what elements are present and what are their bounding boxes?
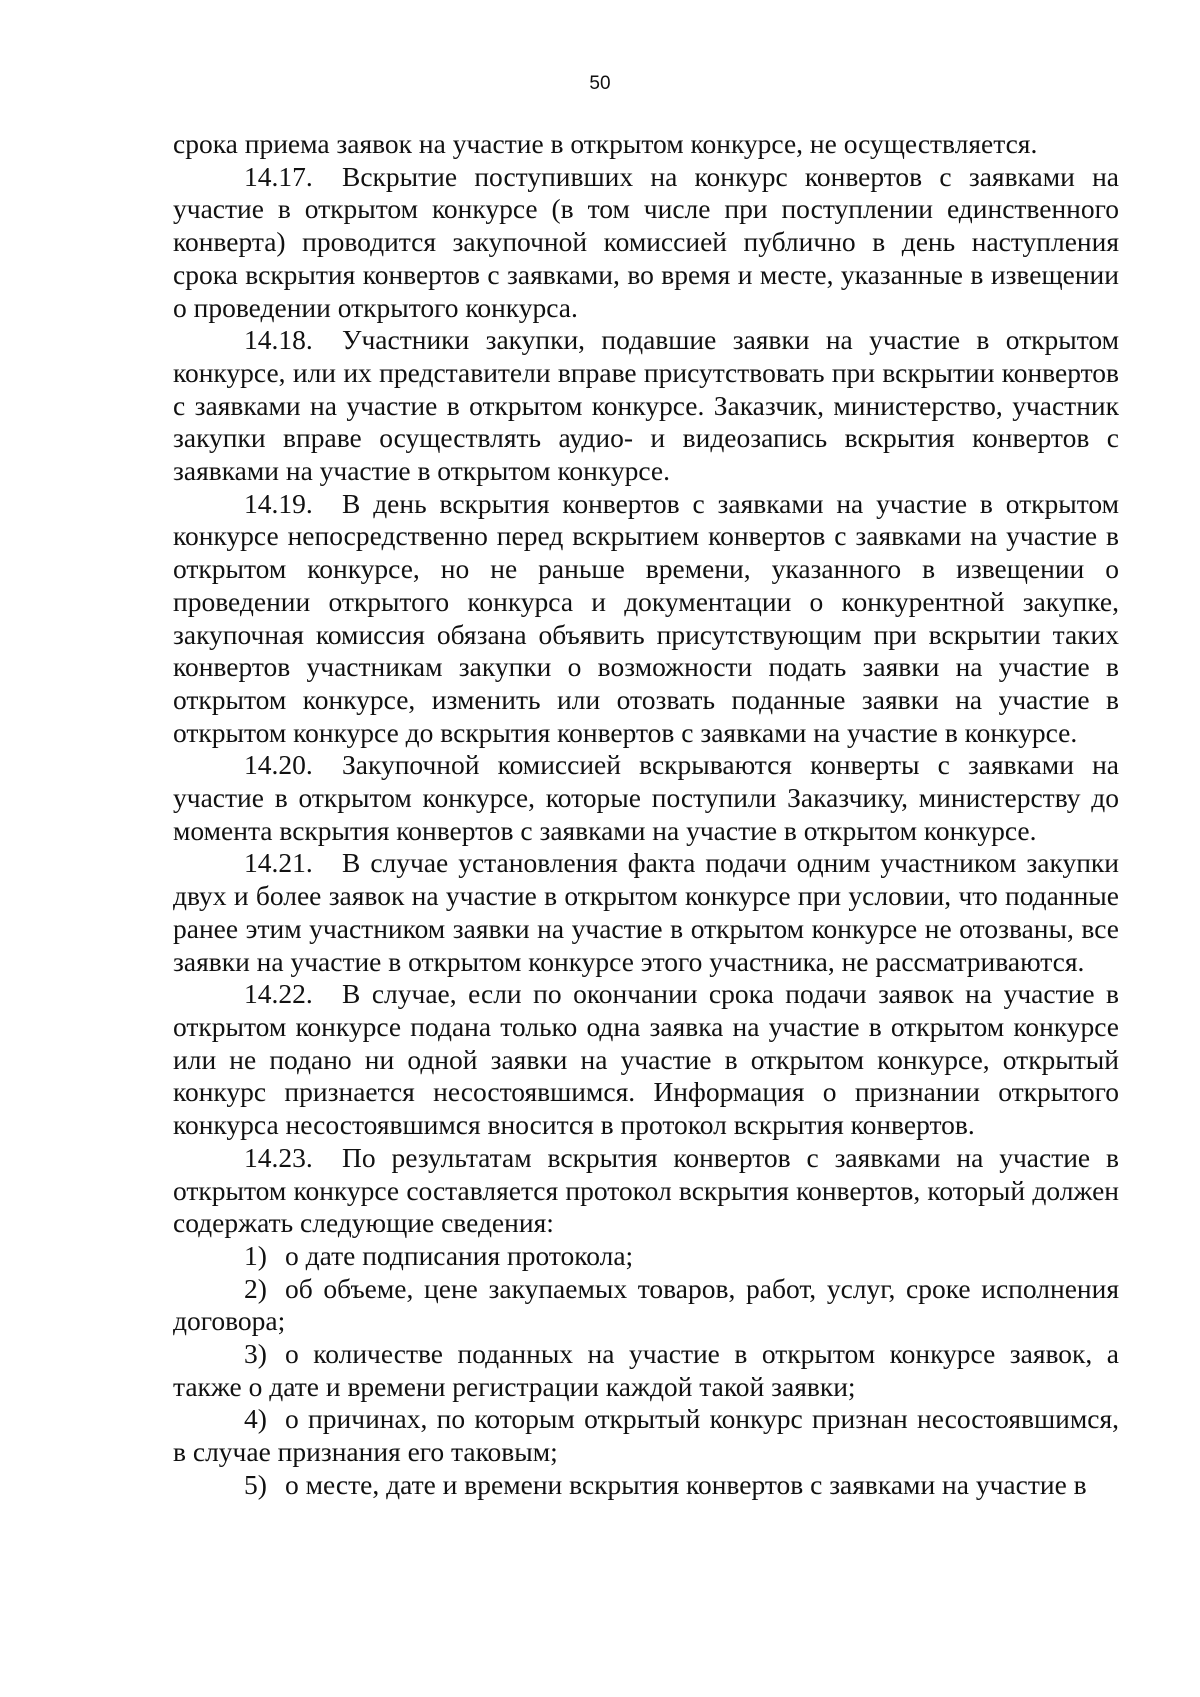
list-item-number: 4)	[244, 1403, 267, 1435]
paragraph-number: 14.17.	[244, 160, 313, 192]
list-item-5	[173, 1469, 1119, 1502]
list-item-text: об объеме, цене закупаемых товаров, работ, услуг, сроке исполнения договора;	[173, 1272, 1119, 1337]
list-item-number: 3)	[244, 1338, 267, 1370]
paragraph-14-21	[173, 847, 1119, 978]
paragraph-text: По результатам вскрытия конвертов с заявками на участие в открытом конкурсе составляется протокол вскрытия конвертов, который должен содержать следующие сведения:	[173, 1141, 1119, 1239]
list-item-number: 1)	[244, 1239, 267, 1271]
paragraph-text: срока приема заявок на участие в открытом конкурсе, не осуществляется.	[173, 128, 1038, 159]
list-item-number: 5)	[244, 1468, 267, 1500]
list-item-number: 2)	[244, 1272, 267, 1304]
paragraph-14-19	[173, 488, 1119, 750]
list-item-2	[173, 1273, 1119, 1338]
paragraph-text: Вскрытие поступивших на конкурс конвертов с заявками на участие в открытом конкурсе (в том числе при поступлении единственного конверта) проводится закупочной комиссией публично в день наступления срока вскрытия конвертов с заявками, во время и месте, указанные в извещении о проведении открытого конкурса.	[173, 160, 1119, 323]
list-item-text: о количестве поданных на участие в открытом конкурсе заявок, а также о дате и времени регистрации каждой такой заявки;	[173, 1338, 1119, 1402]
paragraph-14-23	[173, 1142, 1119, 1240]
document-body	[173, 128, 1119, 1502]
paragraph-14-17	[173, 161, 1119, 325]
paragraph-14-20	[173, 749, 1119, 847]
paragraph-number: 14.23.	[244, 1141, 313, 1173]
paragraph-number: 14.18.	[244, 324, 313, 356]
list-item-1	[173, 1240, 1119, 1273]
paragraph-number: 14.20.	[244, 749, 313, 781]
paragraph-text: Закупочной комиссией вскрываются конверты с заявками на участие в открытом конкурсе, которые поступили Заказчику, министерству до момента вскрытия конвертов с заявками на участие в открытом конкурсе.	[173, 749, 1119, 846]
list-item-text: о месте, дате и времени вскрытия конвертов с заявками на участие в	[285, 1468, 1087, 1500]
page-number: 50	[589, 73, 611, 94]
paragraph-text: В случае, если по окончании срока подачи заявок на участие в открытом конкурсе подана только одна заявка на участие в открытом конкурсе или не подано ни одной заявки на участие в открытом конкурсе, открытый конкурс признается несостоявшимся. Информация о признании открытого конкурса несостоявшимся вносится в протокол вскрытия конвертов.	[173, 978, 1119, 1141]
paragraph-14-18	[173, 324, 1119, 488]
paragraph-text: Участники закупки, подавшие заявки на участие в открытом конкурсе, или их представители вправе присутствовать при вскрытии конвертов с заявками на участие в открытом конкурсе. Заказчик, министерство, участник закупки вправе осуществлять аудио- и видеозапись вскрытия конвертов с заявками на участие в открытом конкурсе.	[173, 324, 1119, 487]
paragraph-14-22	[173, 978, 1119, 1142]
list-item-text: о дате подписания протокола;	[285, 1239, 634, 1271]
paragraph-text: В день вскрытия конвертов с заявками на участие в открытом конкурсе непосредственно перед вскрытием конвертов с заявками на участие в открытом конкурсе, но не раньше времени, указанного в извещении о проведении открытого конкурса и документации о конкурентной закупке, закупочная комиссия обязана объявить присутствующим при вскрытии таких конвертов участникам закупки о возможности подать заявки на участие в открытом конкурсе, изменить или отозвать поданные заявки на участие в открытом конкурсе до вскрытия конвертов с заявками на участие в конкурсе.	[173, 487, 1119, 748]
paragraph-number: 14.19.	[244, 487, 313, 519]
paragraph-number: 14.21.	[244, 847, 313, 879]
list-item-4	[173, 1403, 1119, 1468]
paragraph-text: В случае установления факта подачи одним участником закупки двух и более заявок на участие в открытом конкурсе при условии, что поданные ранее этим участником заявки на участие в открытом конкурсе не отозваны, все заявки на участие в открытом конкурсе этого участника, не рассматриваются.	[173, 847, 1119, 977]
paragraph-number: 14.22.	[244, 978, 313, 1010]
list-item-text: о причинах, по которым открытый конкурс признан несостоявшимся, в случае признания его таковым;	[173, 1403, 1119, 1468]
paragraph-continuation	[173, 128, 1119, 161]
list-item-3	[173, 1338, 1119, 1403]
